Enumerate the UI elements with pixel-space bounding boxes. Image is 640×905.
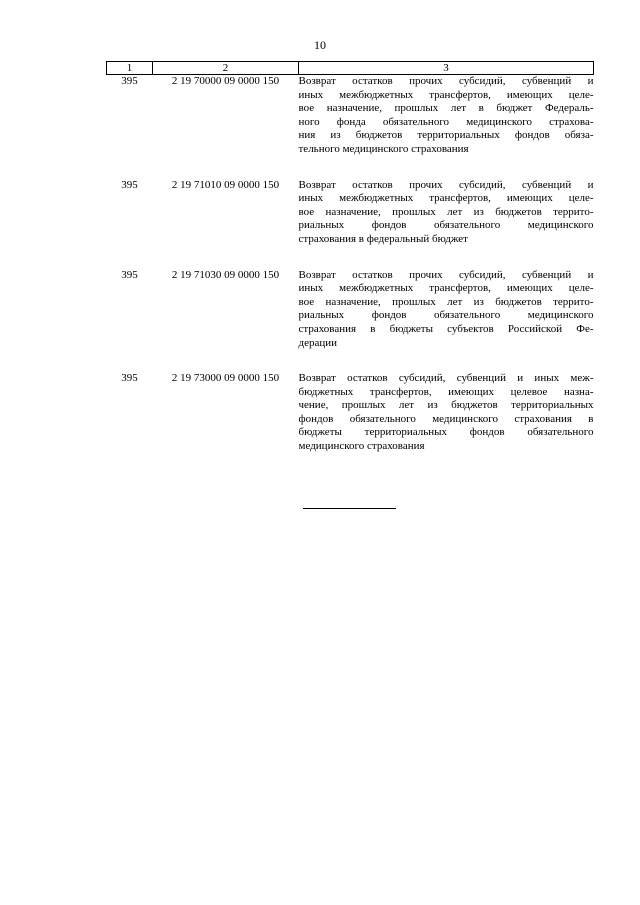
table-row (107, 75, 594, 179)
admin-code: 395 (121, 75, 138, 87)
income-description (299, 179, 594, 269)
description-line: Возврат остатков прочих субсидий, субвенций и (298, 178, 594, 191)
admin-code: 395 (121, 268, 138, 281)
end-separator-line (303, 508, 396, 509)
description-line: вое назначение, прошлых лет из бюджетов террито- (298, 295, 594, 308)
description-line: страхования в бюджеты субъектов Российской Фе- (298, 322, 594, 335)
budget-classification-code: 2 19 73000 09 0000 150 (171, 372, 280, 385)
description-line: бюджеты территориальных фондов обязательного (298, 426, 594, 439)
description-line: ния из бюджетов территориальных фондов обяза- (298, 129, 594, 142)
budget-classification-code: 2 19 71010 09 0000 150 (171, 178, 280, 191)
description-line: иных межбюджетных трансфертов, имеющих целе- (298, 282, 594, 295)
description-line: риальных фондов обязательного медицинского (298, 219, 594, 232)
budget-codes-table (106, 61, 594, 476)
description-line: дерации (298, 336, 338, 349)
description-line: страхования в федеральный бюджет (298, 232, 468, 245)
description-line: иных межбюджетных трансфертов, имеющих целе- (298, 88, 594, 101)
description-line: фондов обязательного медицинского страхования в (298, 412, 594, 425)
description-line: Возврат остатков прочих субсидий, субвенций и (298, 268, 594, 281)
admin-code: 395 (121, 372, 138, 385)
admin-code: 395 (121, 178, 138, 191)
budget-classification-code: 2 19 71030 09 0000 150 (171, 268, 280, 281)
budget-classification-code: 2 19 70000 09 0000 150 (171, 75, 280, 87)
description-line: риальных фондов обязательного медицинского (298, 309, 594, 322)
description-line: медицинского страхования (298, 440, 425, 453)
column-2-header: 2 (153, 62, 299, 75)
column-1-header: 1 (107, 62, 153, 75)
table-row (107, 269, 594, 373)
description-line: вое назначение, прошлых лет из бюджетов террито- (298, 205, 594, 218)
income-description (299, 372, 594, 476)
description-line: ного фонда обязательного медицинского страхова- (298, 115, 594, 128)
description-line: Возврат остатков прочих субсидий, субвенций и (298, 75, 594, 87)
column-3-header: 3 (299, 62, 594, 75)
description-line: Возврат остатков субсидий, субвенций и иных меж- (298, 372, 594, 385)
description-line: иных межбюджетных трансфертов, имеющих целе- (298, 192, 594, 205)
column-number-header-row (107, 62, 594, 75)
table-row (107, 372, 594, 476)
description-line: бюджетных трансфертов, имеющих целевое назна- (298, 385, 594, 398)
description-line: тельного медицинского страхования (298, 142, 469, 155)
page-number: 10 (314, 38, 326, 52)
table-row (107, 179, 594, 269)
income-description (299, 75, 594, 179)
description-line: чение, прошлых лет из бюджетов территориальных (298, 399, 594, 412)
income-description (299, 269, 594, 373)
description-line: вое назначение, прошлых лет в бюджет Федераль- (298, 102, 594, 115)
